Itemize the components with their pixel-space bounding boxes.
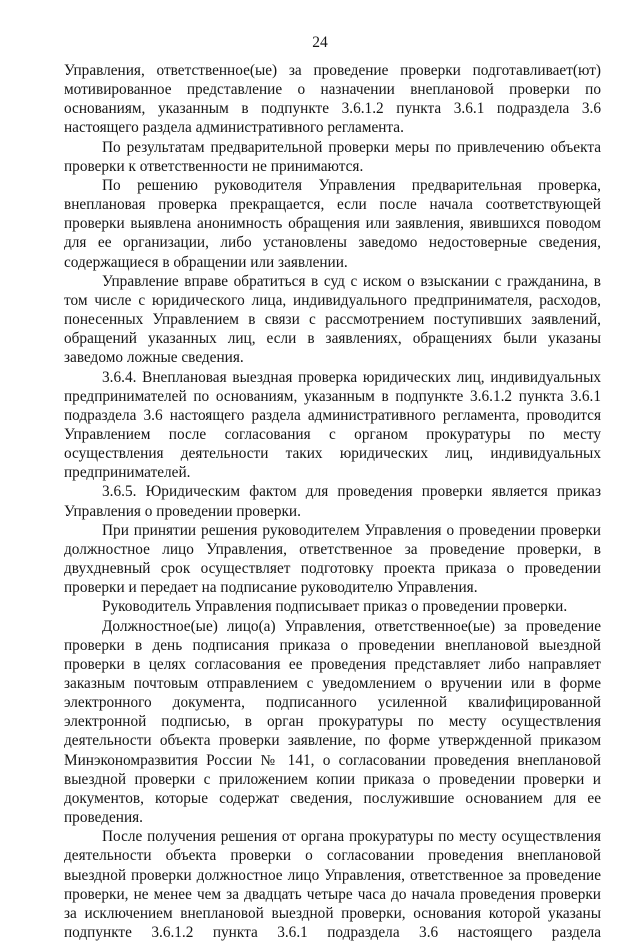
paragraph-order-preparation: При принятии решения руководителем Управления о проведении проверки должностное лицо Управления, ответственное за проведение проверки, в двухдневный срок осуществляет подготовку проекта приказа о проведении проверки и передает на подписание руководителю Управления. — [64, 521, 601, 597]
document-body — [64, 61, 601, 942]
paragraph-order-signing: Руководитель Управления подписывает приказ о проведении проверки. — [102, 598, 568, 616]
paragraph-check-termination: По решению руководителя Управления предварительная проверка, внеплановая проверка прекращается, если после начала соответствующей проверки выявлена анонимность обращения или заявления, явившихся поводом для ее организации, либо установлены заведомо недостоверные сведения, содержащиеся в обращении или заявлении. — [64, 176, 601, 271]
paragraph-3-6-4: 3.6.4. Внеплановая выездная проверка юридических лиц, индивидуальных предпринимателей по основаниям, указанным в подпункте 3.6.1.2 пункта 3.6.1 подраздела 3.6 настоящего раздела административного регламента, проводится Управлением после согласования с органом прокуратуры по месту осуществления деятельности таких юридических лиц, индивидуальных предпринимателей. — [64, 368, 601, 482]
paragraph-after-approval: После получения решения от органа прокуратуры по месту осуществления деятельности объекта проверки о согласовании проведения внеплановой выездной проверки должностное лицо Управления, ответственное за проведение проверки, не менее чем за двадцать четыре часа до начала проведения проверки за исключением внеплановой выездной проверки, основания которой указаны подпункте 3.6.1.2 пункта 3.6.1 подраздела 3.6 настоящего раздела — [64, 828, 601, 942]
paragraph-prosecutor-approval: Должностное(ые) лицо(а) Управления, ответственное(ые) за проведение проверки в день подписания приказа о проведении внеплановой выездной проверки в целях согласования ее проведения представляет либо направляет заказным почтовым отправлением с уведомлением о вручении или в форме электронного документа, подписанного усиленной квалифицированной электронной подписью, в орган прокуратуры по месту осуществления деятельности объекта проверки заявление, по форме утвержденной приказом Минэкономразвития России № 141, о согласовании проведения внеплановой выездной проверки с приложением копии приказа о проведении проверки и документов, которые содержат сведения, послужившие основанием для ее проведения. — [64, 617, 601, 827]
paragraph-court-claim: Управление вправе обратиться в суд с иском о взыскании с гражданина, в том числе с юридического лица, индивидуального предпринимателя, расходов, понесенных Управлением в связи с рассмотрением поступивших заявлений, обращений указанных лиц, если в заявлениях, обращениях были указаны заведомо ложные сведения. — [64, 272, 601, 367]
paragraph-continuation: Управления, ответственное(ые) за проведение проверки подготавливает(ют) мотивированное представление о назначении внеплановой проверки по основаниям, указанным в подпункте 3.6.1.2 пункта 3.6.1 подраздела 3.6 настоящего раздела административного регламента. — [64, 62, 601, 137]
paragraph-3-6-5: 3.6.5. Юридическим фактом для проведения проверки является приказ Управления о проведении проверки. — [64, 483, 601, 520]
page-number: 24 — [312, 34, 328, 51]
paragraph-preliminary-check-results: По результатам предварительной проверки меры по привлечению объекта проверки к ответственности не принимаются. — [64, 138, 601, 175]
